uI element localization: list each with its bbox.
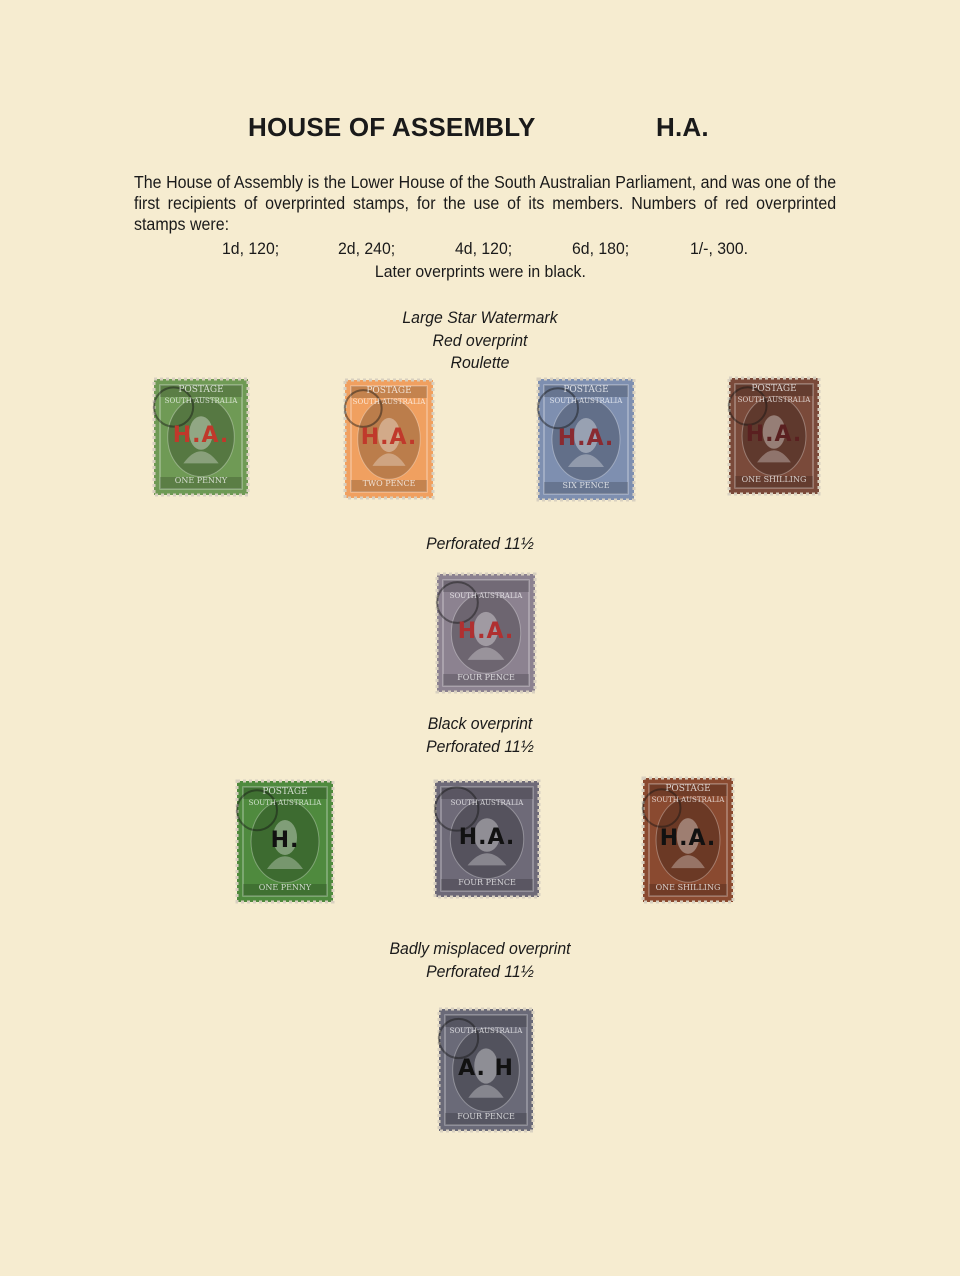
stamp-country-text: SOUTH AUSTRALIA	[450, 799, 524, 807]
stamp-value-text: ONE PENNY	[258, 883, 312, 892]
caption-perforated	[0, 533, 960, 556]
stamp-top-text: POSTAGE	[665, 784, 711, 794]
count-6d: 6d, 180;	[572, 239, 630, 258]
caption-line: Perforated 11½	[426, 534, 534, 553]
stamp-2d-orange-roulette	[343, 378, 435, 500]
stamp-1d-black-overprint	[235, 779, 335, 904]
stamp-country-text: SOUTH AUSTRALIA	[248, 799, 322, 807]
stamp-value-text: ONE SHILLING	[741, 475, 807, 484]
caption-line: Roulette	[450, 353, 510, 372]
stamp-country-text: SOUTH AUSTRALIA	[352, 398, 426, 406]
caption-line: Perforated 11½	[426, 736, 534, 756]
stamp-1d-green-roulette	[152, 377, 250, 497]
count-1s: 1/-, 300.	[690, 239, 749, 258]
stamp-overprint: H.A.	[659, 826, 717, 851]
stamp-value-text: FOUR PENCE	[457, 1112, 515, 1121]
later-overprints-note: Later overprints were in black.	[374, 262, 586, 281]
stamp-value-text: FOUR PENCE	[458, 878, 516, 887]
caption-misplaced	[0, 938, 960, 983]
stamp-4d-red-overprint-perf	[435, 572, 537, 694]
stamp-country-text: SOUTH AUSTRALIA	[651, 796, 725, 804]
stamp-country-text: SOUTH AUSTRALIA	[737, 396, 811, 404]
count-1d: 1d, 120;	[222, 239, 280, 258]
stamp-overprint: H.A.	[745, 422, 803, 447]
caption-line: Badly misplaced overprint	[389, 939, 571, 958]
stamp-top-text: POSTAGE	[178, 385, 224, 395]
stamp-top-text: POSTAGE	[563, 385, 609, 395]
stamp-country-text: SOUTH AUSTRALIA	[164, 397, 238, 405]
stamp-value-text: ONE PENNY	[174, 476, 228, 485]
stamp-value-text: ONE SHILLING	[655, 883, 721, 892]
caption-line: Black overprint	[427, 714, 533, 733]
stamp-4d-misplaced-overprint	[437, 1007, 535, 1133]
stamp-overprint: A. H	[458, 1056, 514, 1081]
caption-black-overprint	[0, 713, 960, 758]
stamp-1s-black-overprint	[641, 776, 735, 904]
title-abbr: H.A.	[656, 112, 709, 142]
stamp-overprint: H.A.	[557, 425, 615, 451]
stamp-top-text: POSTAGE	[751, 384, 797, 394]
stamp-country-text: SOUTH AUSTRALIA	[449, 1027, 523, 1035]
stamp-4d-black-overprint	[433, 779, 541, 899]
stamp-overprint: H.A.	[457, 619, 515, 644]
stamp-country-text: SOUTH AUSTRALIA	[449, 592, 523, 600]
caption-star-watermark	[0, 307, 960, 375]
stamp-overprint: H.A.	[458, 825, 516, 850]
stamp-overprint: H.	[270, 827, 300, 853]
count-2d: 2d, 240;	[338, 239, 396, 258]
intro-paragraph: The House of Assembly is the Lower House of the South Australian Parliament, and was one of the first recipients of overprinted stamps, for the use of its members. Numbers of red overprinted stamps were:	[134, 172, 837, 234]
stamp-6d-blue-roulette	[536, 377, 636, 502]
stamp-top-text: POSTAGE	[366, 386, 412, 396]
stamp-country-text: SOUTH AUSTRALIA	[549, 397, 623, 405]
stamp-value-text: FOUR PENCE	[457, 673, 515, 682]
title-main: HOUSE OF ASSEMBLY	[248, 112, 536, 142]
stamp-value-text: TWO PENCE	[362, 479, 416, 488]
caption-line: Red overprint	[432, 330, 528, 350]
stamp-overprint: H.A.	[360, 425, 418, 450]
count-4d: 4d, 120;	[455, 239, 513, 258]
stamp-overprint: H.A.	[172, 423, 230, 448]
stamp-1s-brown-roulette	[727, 376, 821, 496]
stamp-value-text: SIX PENCE	[562, 481, 610, 490]
caption-line: Large Star Watermark	[402, 308, 558, 327]
stamp-top-text: POSTAGE	[262, 787, 308, 797]
caption-line: Perforated 11½	[426, 961, 534, 981]
